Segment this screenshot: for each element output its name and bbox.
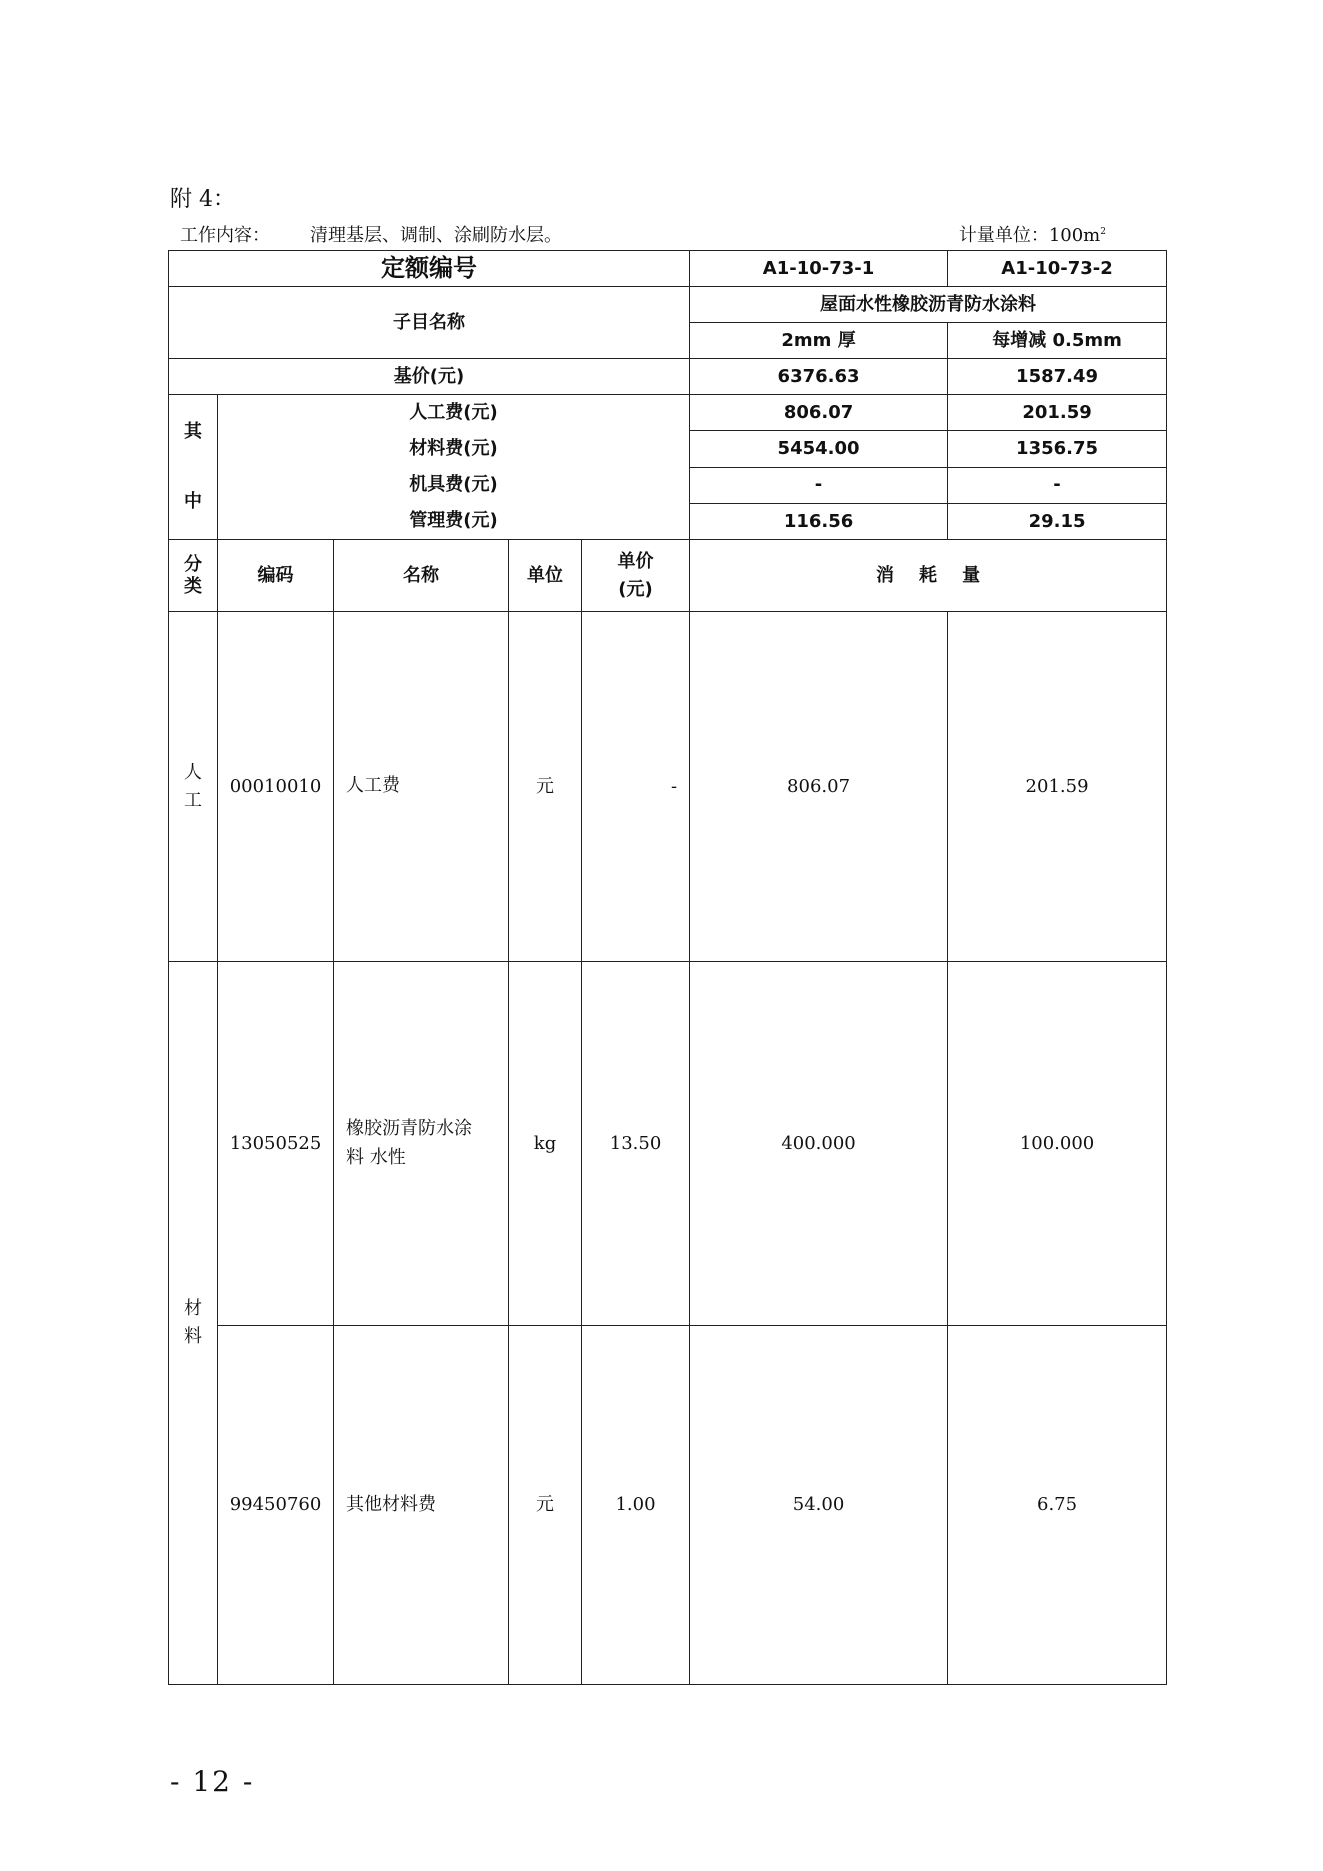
cost-value: 806.07 (690, 395, 948, 431)
col-category-char: 分 (184, 553, 202, 575)
cost-label: 材料费(元) (409, 438, 498, 459)
item-name-row (169, 287, 1167, 323)
col-consumption: 消 耗 量 (690, 540, 1167, 612)
column-header-row (169, 540, 1167, 612)
item-name-2: 每增减 0.5mm (948, 323, 1167, 359)
measure-unit (959, 221, 1106, 247)
col-category (169, 540, 218, 612)
cost-value: 1356.75 (948, 431, 1167, 467)
col-code: 编码 (218, 540, 334, 612)
quota-no-2: A1-10-73-2 (948, 251, 1167, 287)
table-row (169, 1326, 1167, 1685)
base-price-label: 基价(元) (169, 359, 690, 395)
col-category-char: 类 (184, 575, 202, 597)
row-unit: 元 (509, 612, 582, 962)
category-char: 料 (184, 1326, 202, 1347)
col-price-line: 单价 (617, 550, 654, 572)
base-price-2: 1587.49 (948, 359, 1167, 395)
work-content-value: 清理基层、调制、涂刷防水层。 (310, 225, 562, 246)
table-row (169, 962, 1167, 1326)
category-material (169, 962, 218, 1685)
category-char: 工 (184, 789, 202, 811)
work-content-label: 工作内容： (180, 225, 270, 246)
quota-no-1: A1-10-73-1 (690, 251, 948, 287)
row-price: - (582, 612, 690, 962)
base-price-1: 6376.63 (690, 359, 948, 395)
row-value-2: 6.75 (948, 1326, 1167, 1685)
row-name (334, 962, 509, 1326)
row-name-line: 橡胶沥青防水涂 (346, 1117, 472, 1139)
among-char-1: 其 (184, 421, 202, 443)
row-name (334, 1326, 509, 1685)
work-content (180, 221, 562, 247)
row-name-line: 其他材料费 (346, 1493, 436, 1515)
col-name: 名称 (334, 540, 509, 612)
col-price (582, 540, 690, 612)
cost-labels (218, 395, 690, 540)
base-price-row (169, 359, 1167, 395)
cost-row (169, 395, 1167, 431)
col-price-line: (元) (618, 578, 653, 600)
row-code: 13050525 (218, 962, 334, 1326)
quota-no-label: 定额编号 (169, 251, 690, 287)
col-unit: 单位 (509, 540, 582, 612)
row-unit: kg (509, 962, 582, 1326)
page-number: - 12 - (170, 1765, 255, 1798)
cost-value: 201.59 (948, 395, 1167, 431)
row-value-2: 100.000 (948, 962, 1167, 1326)
category-char: 人 (184, 761, 202, 783)
cost-value: 5454.00 (690, 431, 948, 467)
cost-value: - (690, 467, 948, 503)
row-unit: 元 (509, 1326, 582, 1685)
cost-value: 116.56 (690, 503, 948, 539)
attachment-label: 附 4： (170, 187, 235, 212)
row-price: 13.50 (582, 962, 690, 1326)
row-value-2: 201.59 (948, 612, 1167, 962)
quota-no-row (169, 251, 1167, 287)
quota-table (168, 250, 1167, 1685)
row-code: 99450760 (218, 1326, 334, 1685)
table-row (169, 612, 1167, 962)
row-name-line: 人工费 (346, 775, 400, 797)
item-name-1: 2mm 厚 (690, 323, 948, 359)
among-label (169, 395, 218, 540)
measure-unit-sup: 2 (1100, 227, 1106, 237)
category-char: 材 (184, 1298, 202, 1320)
cost-label: 管理费(元) (409, 510, 498, 531)
row-value-1: 806.07 (690, 612, 948, 962)
row-value-1: 54.00 (690, 1326, 948, 1685)
measure-unit-label: 计量单位： (958, 225, 1049, 246)
item-name-main: 屋面水性橡胶沥青防水涂料 (690, 287, 1167, 323)
measure-unit-value: 100m (1048, 225, 1101, 246)
cost-value: 29.15 (948, 503, 1167, 539)
category-labor (169, 612, 218, 962)
item-name-label: 子目名称 (169, 287, 690, 359)
cost-label: 人工费(元) (409, 402, 498, 423)
row-value-1: 400.000 (690, 962, 948, 1326)
among-char-2: 中 (184, 491, 202, 512)
row-price: 1.00 (582, 1326, 690, 1685)
cost-label: 机具费(元) (409, 474, 498, 495)
row-name-line: 料 水性 (346, 1146, 406, 1168)
row-name (334, 612, 509, 962)
row-code: 00010010 (218, 612, 334, 962)
cost-value: - (948, 467, 1167, 503)
